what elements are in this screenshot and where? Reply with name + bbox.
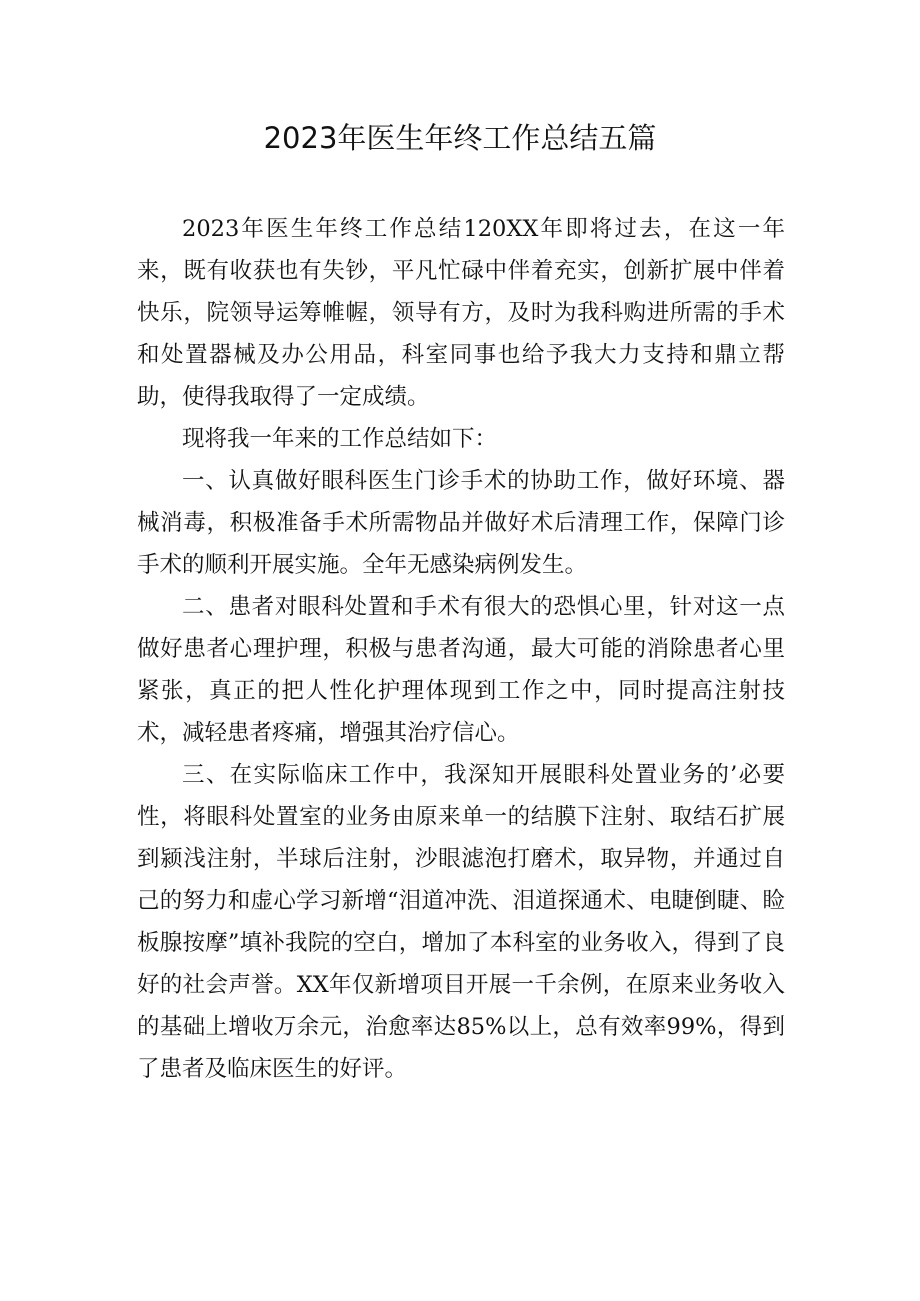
document-body bbox=[137, 208, 785, 1090]
paragraph-item-3: 三、在实际临床工作中，我深知开展眼科处置业务的’必要性，将眼科处置室的业务由原来单一的结膜下注射、取结石扩展到颍浅注射，半球后注射，沙眼滤泡打磨术，取异物，并通过自己的努力和虚心学习新增“泪道冲洗、泪道探通术、电睫倒睫、睑板腺按摩”填补我院的空白，增加了本科室的业务收入，得到了良好的社会声誉。XX年仅新增项目开展一千余例，在原来业务收入的基础上增收万余元，治愈率达85%以上，总有效率99%，得到了患者及临床医生的好评。 bbox=[137, 762, 785, 1082]
paragraph-item-1: 一、认真做好眼科医生门诊手术的协助工作，做好环境、器械消毒，积极准备手术所需物品并做好术后清理工作，保障门诊手术的顺利开展实施。全年无感染病例发生。 bbox=[137, 468, 785, 578]
paragraph-intro: 2023年医生年终工作总结120XX年即将过去，在这一年来，既有收获也有失钞，平凡忙碌中伴着充实，创新扩展中伴着快乐，院领导运筹帷幄，领导有方，及时为我科购进所需的手术和处置器械及办公用品，科室同事也给予我大力支持和鼎立帮助，使得我取得了一定成绩。 bbox=[137, 216, 785, 410]
paragraph-summary-lead: 现将我一年来的工作总结如下： bbox=[182, 426, 498, 452]
paragraph-item-2: 二、患者对眼科处置和手术有很大的恐惧心里，针对这一点做好患者心理护理，积极与患者沟通，最大可能的消除患者心里紧张，真正的把人性化护理体现到工作之中，同时提高注射技术，减轻患者疼痛，增强其治疗信心。 bbox=[137, 594, 785, 746]
document-title: 2023年医生年终工作总结五篇 bbox=[263, 121, 657, 155]
